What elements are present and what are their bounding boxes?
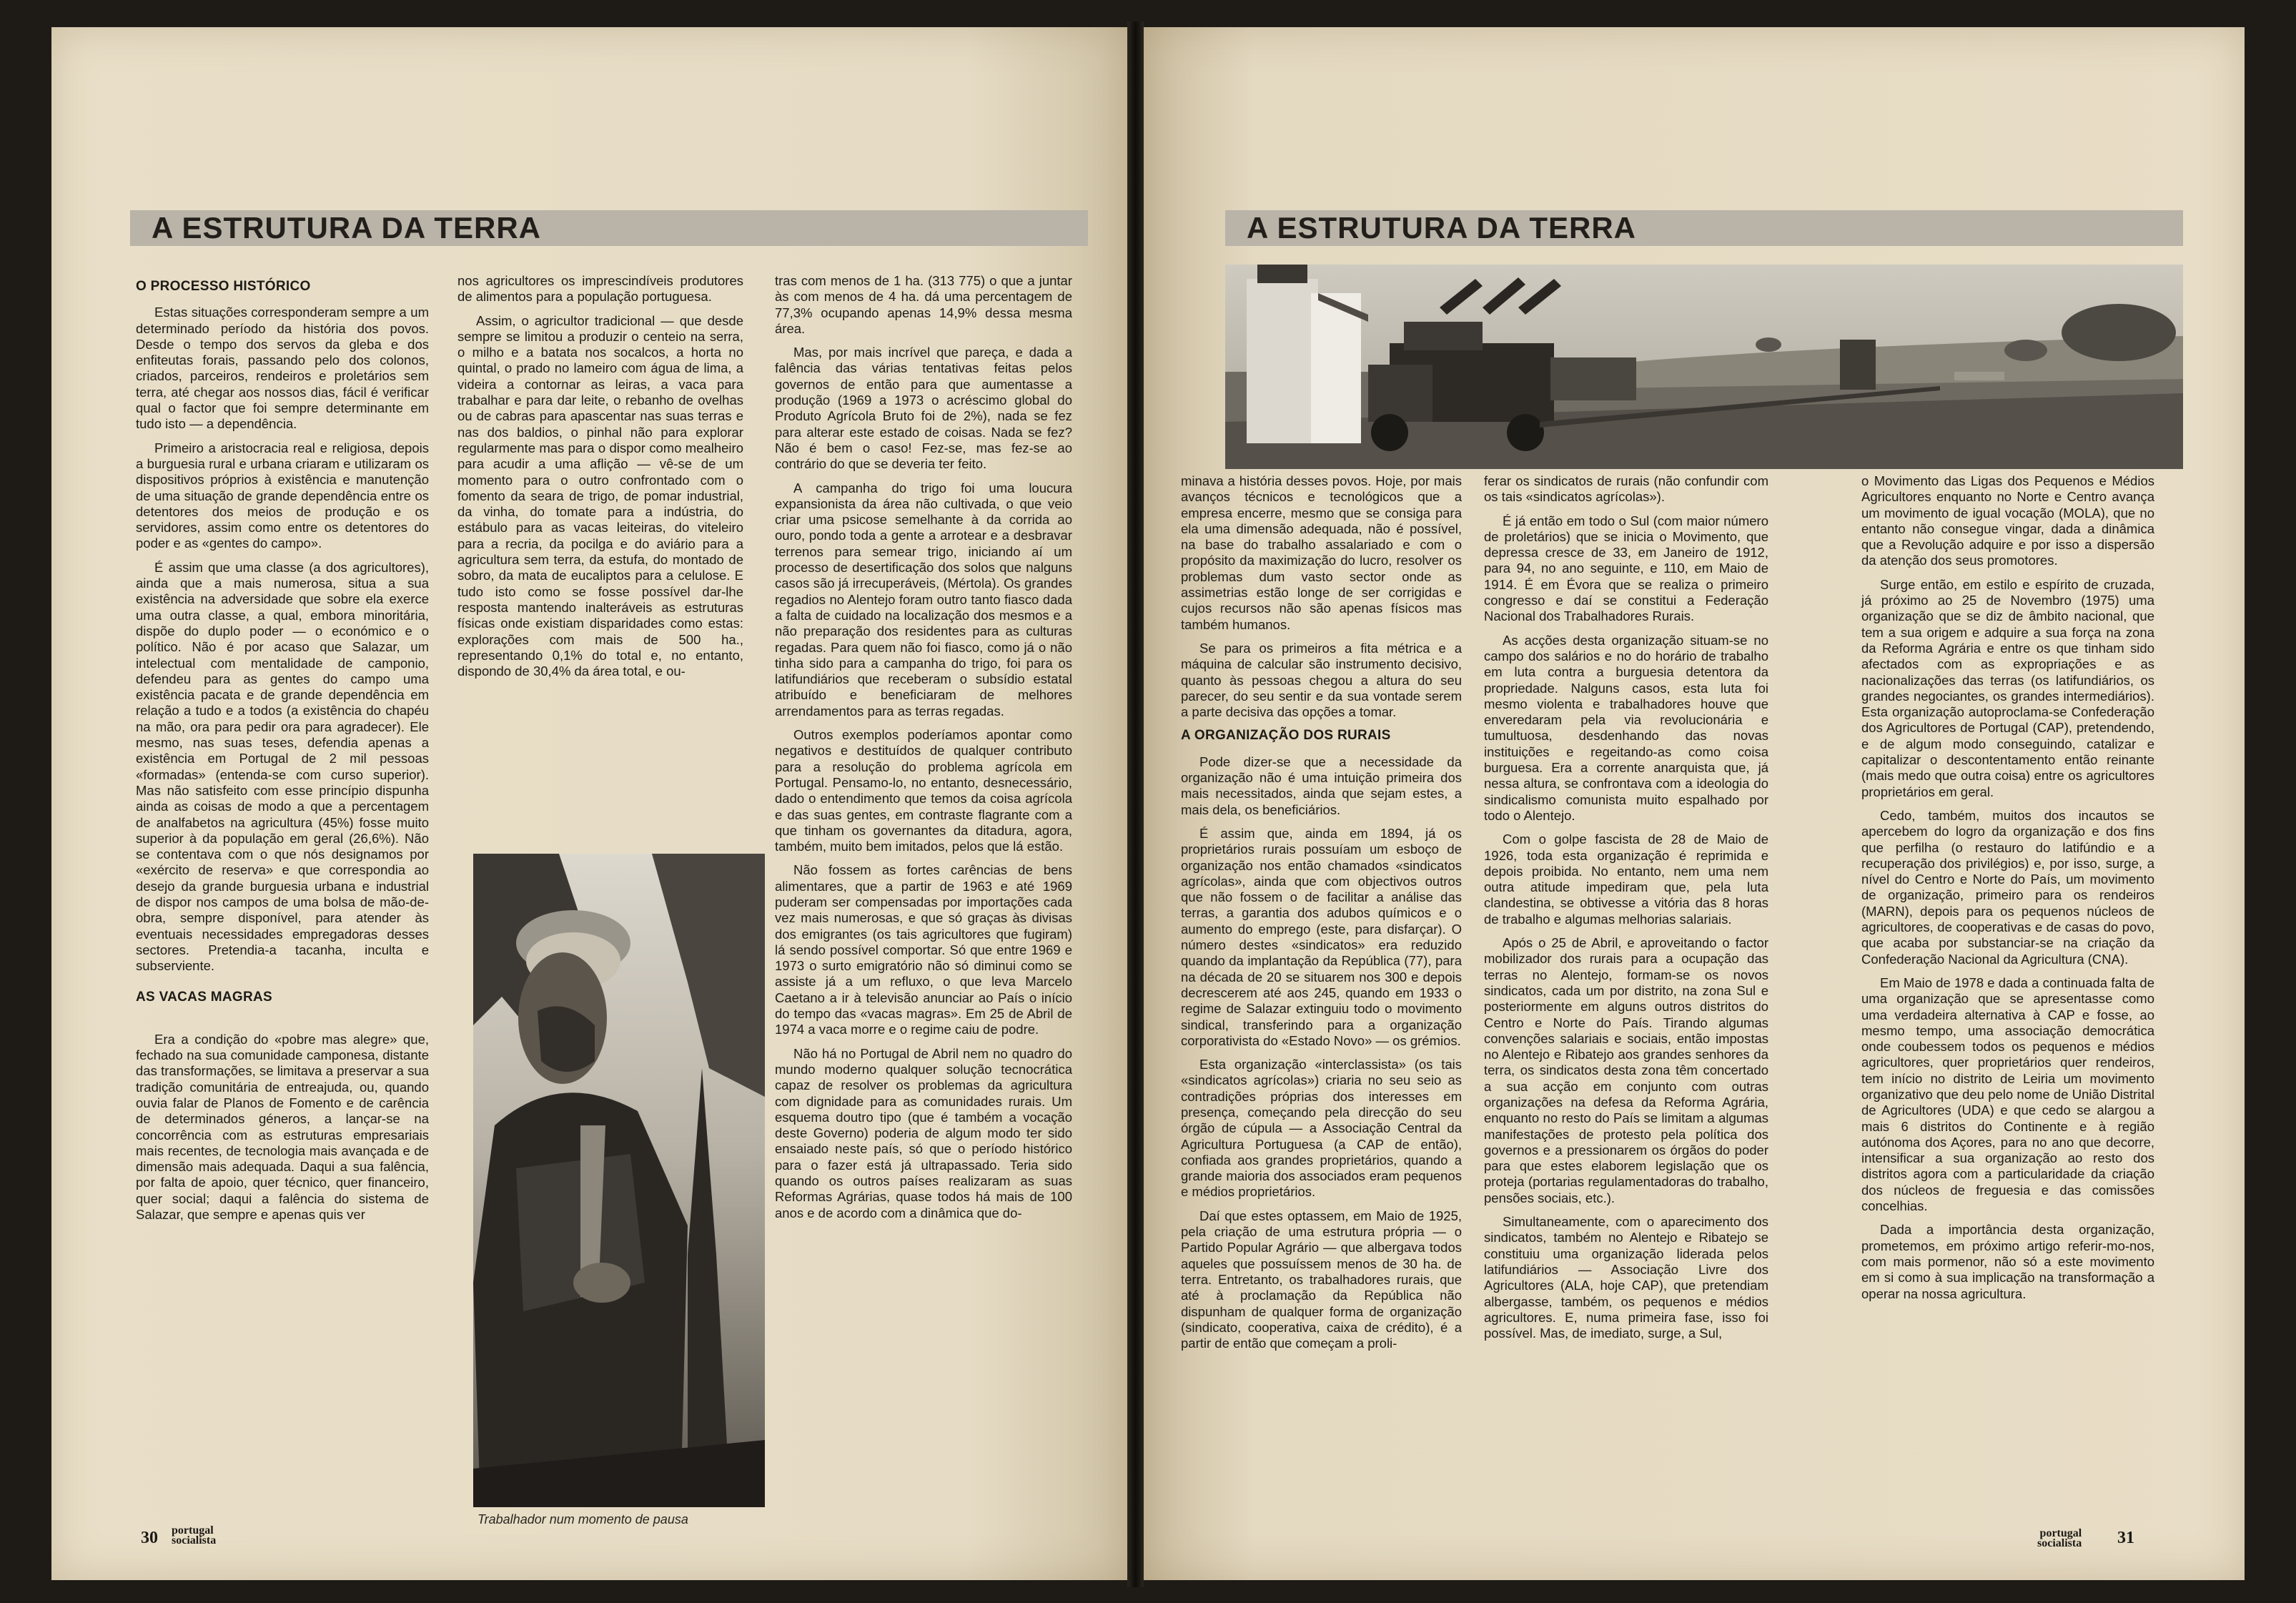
paragraph: o Movimento das Ligas dos Pequenos e Médios Agricultores enquanto no Norte e Centro avança um movimento de igual vocação (MOLA), que no entanto não consegue vingar, dada a dinâmica que a Revolução adquire e por isso a dispersão da atenção dos seus promotores. <box>1861 473 2154 568</box>
masthead-line-1: portugal <box>172 1524 214 1537</box>
right-headline-bar <box>1225 210 2183 246</box>
spine-gutter <box>1127 21 1144 1587</box>
left-col-1 <box>136 279 429 1230</box>
paragraph: nos agricultores os imprescindíveis produtores de alimentos para a população portuguesa. <box>457 273 743 305</box>
right-masthead <box>2037 1529 2082 1549</box>
left-col-2 <box>457 273 743 687</box>
paragraph: Se para os primeiros a fita métrica e a máquina de calcular são instrumento decisivo, quanto às pessoas chegou a altura do seu parecer, do seu sentir e da sua vontade serem a parte decisiva das opções a tomar. <box>1181 640 1462 720</box>
paragraph: Estas situações corresponderam sempre a um determinado período da história dos povos. Desde o tempo dos servos da gleba e dos enfiteutas forais, passando pelo dos colonos, criados, parceiros, rendeiros e proletários sem terra, até chegar aos nossos dias, fácil é verificar qual o factor que foi sempre determinante em tudo isto — a dependência. <box>136 305 429 432</box>
right-page-number: 31 <box>2117 1529 2134 1547</box>
left-page <box>51 27 1127 1580</box>
farmer-photo <box>473 854 765 1507</box>
right-col-2 <box>1484 473 1768 1349</box>
paragraph: Dada a importância desta organização, prometemos, em próximo artigo referir-mo-nos, com mais pormenor, não só a este movimento em si como à sua implicação na transformação a operar na nossa agricultura. <box>1861 1222 2154 1301</box>
farmer-photo-image <box>473 854 765 1507</box>
paragraph: ferar os sindicatos de rurais (não confundir com os tais «sindicatos agrícolas»). <box>1484 473 1768 505</box>
paragraph: Cedo, também, muitos dos incautos se apercebem do logro da organização e dos fins que perfilha (o restauro do latifúndio e a recuperação dos privilégios) e, por isso, surge, a nível do Centro e Norte do País, um movimento de organização, primeiro para os rendeiros (MARN), depois para os pequenos núcleos de agricultores, de cooperativas e de casas do povo, que acaba por substanciar-se na criação da Confederação Nacional da Agricultura (CNA). <box>1861 807 2154 967</box>
right-page <box>1144 27 2245 1580</box>
section-title-processo: O PROCESSO HISTÓRICO <box>136 279 311 294</box>
left-col-3 <box>775 273 1072 1229</box>
masthead-line-1: portugal <box>2039 1527 2082 1539</box>
masthead-line-2: socialista <box>172 1534 217 1547</box>
section-title-organizacao: A ORGANIZAÇÃO DOS RURAIS <box>1181 728 1391 744</box>
paragraph: Em Maio de 1978 e dada a continuada falta de uma organização que se apresentasse como uma verdadeira alternativa à CAP e fosse, ao mesmo tempo, uma associação democrática onde coubessem todos os pequenos e médios agricultores, quer proprietários quer rendeiros, tem início no distrito de Leiria um movimento organizativo que deu pelo nome de União Distrital de Agricultores (UDA) e que cedo se alargou a mais 6 distritos do Continente e à região autónoma dos Açores, para no ano que decorre, intensificar a sua organização ao resto dos distritos agora com a particularidade da criação dos núcleos de freguesia e das comissões concelhias. <box>1861 975 2154 1214</box>
left-headline: A ESTRUTURA DA TERRA <box>152 211 541 245</box>
photo-caption: Trabalhador num momento de pausa <box>477 1512 688 1526</box>
paragraph: Daí que estes optassem, em Maio de 1925, pela criação de uma estrutura própria — o Partido Popular Agrário — que albergava todos aqueles que possuíssem menos de 30 ha. de terra. Entretanto, os trabalhadores rurais, que até à proclamação da República não dispunham de qualquer forma de organização (sindicato, cooperativa, caixa de crédito), é a partir de então que começam a proli- <box>1181 1208 1462 1351</box>
paragraph: É já então em todo o Sul (com maior número de proletários) que se inicia o Movimento, que depressa cresce de 33, em Janeiro de 1912, para 94, no ano seguinte, e 110, em Maio de 1914. É em Évora que se realiza o primeiro congresso e daí se constitui a Federação Nacional dos Trabalhadores Rurais. <box>1484 513 1768 624</box>
paragraph: A campanha do trigo foi uma loucura expansionista da área não cultivada, o que veio criar uma psicose semelhante à da corrida ao ouro, pondo toda a gente a arrotear e a desbravar terrenos para semear trigo, iniciando aí um processo de desertificação dos solos que nalguns casos são já irrecuperáveis, (Mértola). Os grandes regadios no Alentejo foram outro tanto fiasco dada a falta de cuidado na localização dos mesmos e a não preparação dos residentes para as culturas regadas. Para quem não foi fiasco, como já o não tinha sido para a campanha do trigo, foi para os latifundiários que receberam o subsídio estatal atribuído e beneficiaram de melhores arrendamentos para as terras regadas. <box>775 480 1072 719</box>
paragraph: Era a condição do «pobre mas alegre» que, fechado na sua comunidade camponesa, distante das transformações, se limitava a preservar a sua tradição comunitária de entreajuda, ou, quando ouvia falar de Planos de Fomento e de carência de determinados géneros, a lançar-se na concorrência com as estruturas empresariais mais recentes, de tecnologia mais avançada e de dimensão mais adequada. Daqui a sua falência, por falta de apoio, quer técnico, quer financeiro, quer social; daqui a falência do sistema de Salazar, que sempre e apenas quis ver <box>136 1031 429 1223</box>
paragraph: Surge então, em estilo e espírito de cruzada, já próximo ao 25 de Novembro (1975) uma organização que se diz de âmbito nacional, que tem a sua origem e adquire a sua força na zona da Reforma Agrária e entre os que tinham sido afectados com as expropriações e as nacionalizações das terras (os latifundiários, os grandes negociantes, os grandes intermediários). Esta organização autoproclama-se Confederação dos Agricultores de Portugal (CAP), pretendendo, e de algum modo conseguindo, catalizar e capitalizar o descontentamento então reinante (mais medo que outra coisa) entre os agricultores proprietários em geral. <box>1861 576 2154 799</box>
paragraph: É assim que, ainda em 1894, já os proprietários rurais possuíam um esboço de organização nos então chamados «sindicatos agrícolas», ainda que com objectivos outros que não fossem o de facilitar a análise das terras, a garantia dos adubos químicos e o aumento do emprego (este, para disfarçar). O número destes «sindicatos» era reduzido quando da implantação da República (77), para na década de 20 se situarem nos 300 e depois decrescerem até aos 245, quando em 1933 o regime de Salazar extinguiu todo o movimento sindical, transferindo para a organização corporativista do «Estado Novo» — os grémios. <box>1181 825 1462 1048</box>
paragraph: As acções desta organização situam-se no campo dos salários e no do horário de trabalho em luta contra a burguesia detentora da propriedade. Nalguns casos, esta luta foi mesmo violenta e trabalhadores houve que enveredaram pela via revolucionária e tumultuosa, desdenhando das novas instituições e regeitando-as como coisa burguesa. Era a corrente anarquista que, já nessa altura, se confrontava com a ideologia do sindicalismo comunista muito espalhado por todo o Alentejo. <box>1484 632 1768 823</box>
machinery-photo-image <box>1225 265 2183 469</box>
paragraph: Outros exemplos poderíamos apontar como negativos e destituídos de qualquer contributo para a resolução do problema agrícola em Portugal. Pensamo-lo, no entanto, desnecessário, dado o entendimento que temos da coisa agrícola e das suas gentes, em contraste flagrante com a que tinham os governantes da ditadura, agora, também, muito bem imitados, pelos que lá estão. <box>775 727 1072 854</box>
paragraph: Esta organização «interclassista» (os tais «sindicatos agrícolas») criaria no seu seio as contradições próprias dos interesses em presença, começando pela direcção do seu órgão de cúpula — a Associação Central da Agricultura Portuguesa (a CAP de então), confiada aos grandes proprietários, quando a grande maioria dos associados eram pequenos e médios proprietários. <box>1181 1057 1462 1200</box>
paragraph: tras com menos de 1 ha. (313 775) o que a juntar às com menos de 4 ha. dá uma percentagem de 77,3% ocupando apenas 14,9% dessa mesma área. <box>775 273 1072 336</box>
right-col-3 <box>1861 473 2154 1310</box>
paragraph: Mas, por mais incrível que pareça, e dada a falência das várias tentativas feitas pelos governos de então para que aumentasse a produção (1969 a 1973 o acréscimo global do Produto Agrícola Bruto foi de 2%), nada se fez para alterar este estado de coisas. Nada se fez? Não é bem o caso! Fez-se, mas fez-se ao contrário do que se deveria ter feito. <box>775 345 1072 472</box>
right-headline: A ESTRUTURA DA TERRA <box>1247 211 1636 245</box>
paragraph: Não fossem as fortes carências de bens alimentares, que a partir de 1963 e até 1969 puderam ser compensadas por importações cada vez mais numerosas, e que só graças às divisas dos emigrantes (os tais agricultores que fugiram) lá sendo possível comportar. Só que entre 1969 e 1973 o surto emigratório não só diminui como se assiste já a um refluxo, o que leva Marcelo Caetano a ir à televisão anunciar ao País o início do tempo das «vacas magras». Em 25 de Abril de 1974 a vaca morre e o regime caiu de podre. <box>775 862 1072 1037</box>
section-title-vacas: AS VACAS MAGRAS <box>136 990 272 1005</box>
paragraph: Simultaneamente, com o aparecimento dos sindicatos, também no Alentejo e Ribatejo se constituiu uma organização liderada pelos latifundiários — Associação Livre dos Agricultores (ALA, hoje CAP), que pretendiam albergasse, também, os pequenos e médios agricultores. E, numa primeira fase, isso foi possível. Mas, de imediato, surge, a Sul, <box>1484 1214 1768 1341</box>
paragraph: Não há no Portugal de Abril nem no quadro do mundo moderno qualquer solução tecnocrática capaz de resolver os problemas da agricultura com dignidade para as comunidades rurais. Um esquema doutro tipo (que é também a vocação deste Governo) poderia de algum modo ter sido ensaiado neste país, só que o período histórico para o fazer está já ultrapassado. Teria sido quando os outros países realizaram as suas Reformas Agrárias, quase todos há mais de 100 anos e de acordo com a dinâmica que do- <box>775 1045 1072 1220</box>
left-headline-bar <box>130 210 1088 246</box>
machinery-photo <box>1225 265 2183 469</box>
masthead-line-2: socialista <box>2037 1537 2082 1549</box>
left-page-number: 30 <box>141 1529 158 1547</box>
paragraph: Após o 25 de Abril, e aproveitando o factor mobilizador dos rurais para a ocupação das terras no Alentejo, formam-se os novos sindicatos, cada um por distrito, na zona Sul e posteriormente em alguns outros distritos do Centro e Norte do País. Tirando algumas convenções salariais e sociais, então impostas no Alentejo e Ribatejo aos grandes senhores da terra, os sindicatos desta zona têm concertado a sua acção em conjunto com outras organizações na defesa da Reforma Agrária, enquanto no resto do País se limitam a algumas manifestações de protesto pela política dos governos e a pressionarem os órgãos do poder para que estes elaborem legislação que os proteja (portarias regulamentadoras do trabalho, pensões sociais, etc.). <box>1484 935 1768 1205</box>
paragraph: Primeiro a aristocracia real e religiosa, depois a burguesia rural e urbana criaram e utilizaram os dispositivos próprios à existência e manutenção de uma situação de grande dependência entre os detentores dos meios de produção e os servidores, assim como entre os detentores do poder e as «gentes do campo». <box>136 440 429 551</box>
paragraph: Pode dizer-se que a necessidade da organização não é uma intuição primeira dos mais necessitados, ainda que sejam estes, a mais dela, os beneficiários. <box>1181 754 1462 817</box>
right-col-1 <box>1181 473 1462 1359</box>
paragraph: É assim que uma classe (a dos agricultores), ainda que a mais numerosa, situa a sua existência na adversidade que sobre ela exerce uma outra classe, a qual, embora minoritária, dispõe do duplo poder — o económico e o político. Não é por acaso que Salazar, um intelectual com mentalidade de camponio, defendeu para as gentes do campo uma existência pacata e de grande dependência em relação a tudo e a todos (a existência do chapéu na mão, ora para pedir ora para agradecer). Ele mesmo, nas suas teses, defendia apenas a existência em Portugal de 2 mil pessoas «formadas» (entenda-se com curso superior). Mas não satisfeito com esse princípio dispunha ainda as coisas de modo a que a percentagem de analfabetos na agricultura (45%) fosse muito superior à da população em geral (26,6%). Não se contentava com o que nós designamos por «exército de reserva» e que correspondia ao desejo da grande burguesia urbana e industrial de dispor nos campos de uma bolsa de mão-de-obra, sempre disponível, para atender às eventuais necessidades empregadoras desses sectores. Pretendia-a tacanha, inculta e subserviente. <box>136 559 429 974</box>
paragraph: minava a história desses povos. Hoje, por mais avanços técnicos e tecnológicos que a empresa encerre, mesmo que se consiga para ela uma dimensão adequada, não é possível, na base do trabalho assalariado e com o propósito da maximização do lucro, resolver os problemas dum vasto sector onde as assimetrias estão longe de ser corrigidas e cujos recursos não são apenas físicos mas também humanos. <box>1181 473 1462 632</box>
paragraph: Assim, o agricultor tradicional — que desde sempre se limitou a produzir o centeio na serra, o milho e a batata nos socalcos, a horta no quintal, o prado no lameiro com água de lima, a videira a contornar as leiras, a vaca para trabalhar e para dar leite, o rebanho de ovelhas ou de cabras para apascentar nas suas terras e nas dos baldios, o pinhal não para explorar regularmente mas para o dispor como mealheiro para acudir a uma aflição — vê-se de um momento para o outro confrontado com o fomento da seara de trigo, de pomar industrial, da vinha, do tomate para a indústria, do estábulo para as vacas leiteiras, do viteleiro para a recria, da pocilga e do aviário para a agricultura sem terra, da estufa, do montado de sobro, da mata de eucaliptos para a celulose. E tudo isto como se fosse possível dar-lhe resposta mantendo inalteráveis as estruturas físicas onde existiam disparidades como estas: explorações com mais de 500 ha., representando 0,1% do total e, no entanto, dispondo de 30,4% da área total, e ou- <box>457 312 743 679</box>
paragraph: Com o golpe fascista de 28 de Maio de 1926, toda esta organização é reprimida e depois proibida. No entanto, nem uma nem outra atitude impediram que, pela luta clandestina, se obtivesse a vitória das 8 horas de trabalho e algumas melhorias salariais. <box>1484 832 1768 927</box>
left-masthead <box>172 1526 216 1546</box>
